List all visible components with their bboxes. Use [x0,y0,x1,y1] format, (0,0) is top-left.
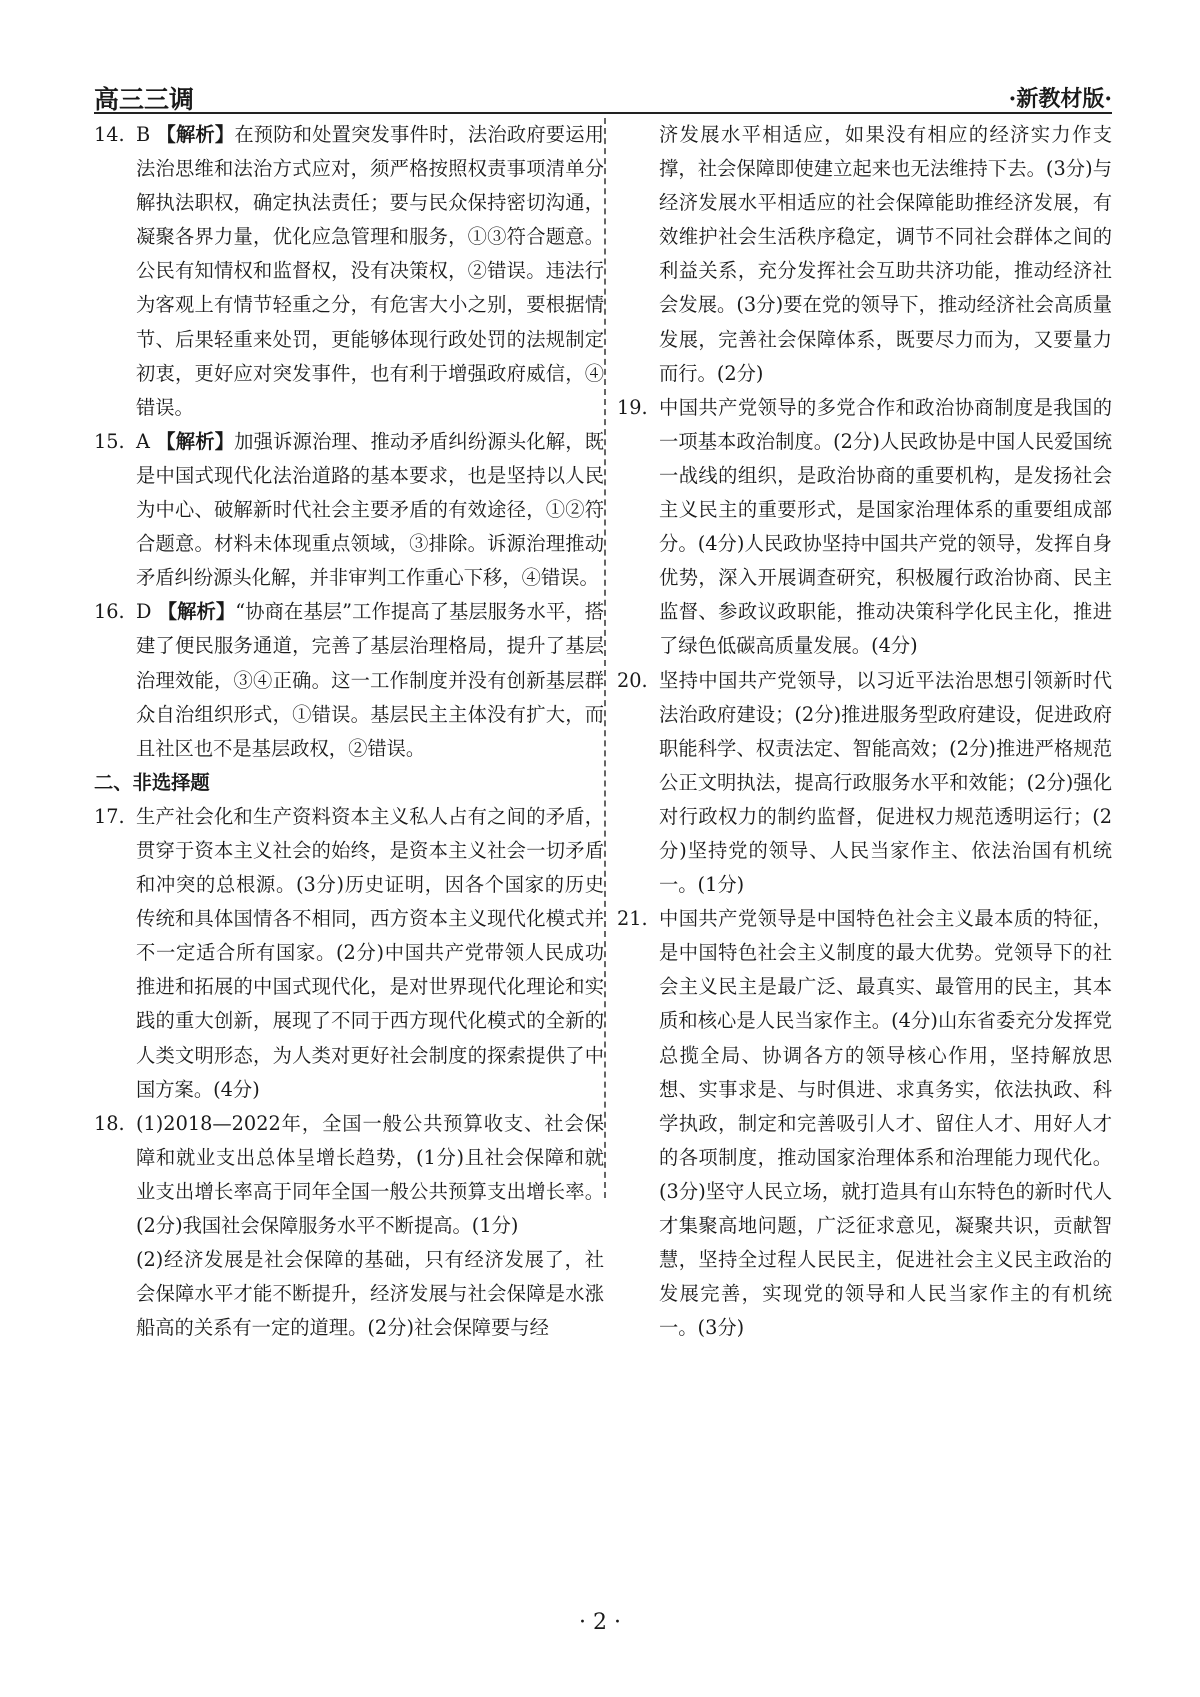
answer-text-part-1: (1)2018—2022年，全国一般公共预算收支、社会保障和就业支出总体呈增长趋势，(1分)且社会保障和就业支出增长率高于同年全国一般公共预算支出增长率。(2分)我国社会保障服务水平不断提高。(1分) [136,1111,604,1237]
analysis-text: 加强诉源治理、推动矛盾纠纷源头化解，既是中国式现代化法治道路的基本要求，也是坚持以人民为中心、破解新时代社会主要矛盾的有效途径，①②符合题意。材料未体现重点领域，③排除。诉源治理推动矛盾纠纷源头化解，并非审判工作重心下移，④错误。 [136,429,604,590]
answer-text: 中国共产党领导的多党合作和政治协商制度是我国的一项基本政治制度。(2分)人民政协是中国人民爱国统一战线的组织，是政治协商的重要机构，是发扬社会主义民主的重要形式，是国家治理体系的重要组成部分。(4分)人民政协坚持中国共产党的领导，发挥自身优势，深入开展调查研究，积极履行政治协商、民主监督、参政议政职能，推动决策科学化民主化，推进了绿色低碳高质量发展。(4分) [659,395,1112,658]
answer-item-18 [94,1107,604,1346]
answer-letter: B [136,123,151,146]
item-number: 18. [94,1111,125,1135]
item-number: 20. [617,668,648,692]
answer-item-16 [94,595,604,765]
answer-item-18-continued [617,118,1112,391]
item-number: 17. [94,804,125,828]
item-number: 21. [617,907,648,931]
answer-letter: A [136,429,150,453]
answer-item-17 [94,800,604,1107]
analysis-tag: 【解析】 [157,600,236,624]
analysis-tag: 【解析】 [156,123,235,146]
section-title: 二、非选择题 [94,770,210,794]
answer-item-19 [617,391,1112,664]
answer-text: 坚持中国共产党领导，以习近平法治思想引领新时代法治政府建设；(2分)推进服务型政府建设，促进政府职能科学、权责法定、智能高效；(2分)推进严格规范公正文明执法，提高行政服务水平和效能；(2分)强化对行政权力的制约监督，促进权力规范透明运行；(2分)坚持党的领导、人民当家作主、依法治国有机统一。(1分) [659,668,1112,897]
item-number: 15. [94,429,125,453]
header-title: 高三三调 [94,85,195,114]
answer-item-20 [617,664,1112,903]
answer-item-15 [94,425,604,595]
answer-item-14 [94,118,604,425]
analysis-text: 在预防和处置突发事件时，法治政府要运用法治思维和法治方式应对，须严格按照权责事项清单分解执法职权，确定执法责任；要与民众保持密切沟通，凝聚各界力量，优化应急管理和服务，①③符合题意。公民有知情权和监督权，没有决策权，②错误。违法行为客观上有情节轻重之分，有危害大小之别，要根据情节、后果轻重来处罚，更能够体现行政处罚的法规制定初衷，更好应对突发事件，也有利于增强政府威信，④错误。 [136,123,604,419]
item-number: 16. [94,600,125,624]
answer-text-part-2: (2)经济发展是社会保障的基础，只有经济发展了，社会保障水平才能不断提升，经济发展与社会保障是水涨船高的关系有一定的道理。(2分)社会保障要与经 [136,1248,604,1340]
answer-text: 生产社会化和生产资料资本主义私人占有之间的矛盾，贯穿于资本主义社会的始终，是资本主义社会一切矛盾和冲突的总根源。(3分)历史证明，因各个国家的历史传统和具体国情各不相同，西方资本主义现代化模式并不一定适合所有国家。(2分)中国共产党带领人民成功推进和拓展的中国式现代化，是对世界现代化理论和实践的重大创新，展现了不同于西方现代化模式的全新的人类文明形态，为人类对更好社会制度的探索提供了中国方案。(4分) [136,804,604,1101]
page-number: · 2 · [579,1610,621,1635]
item-number: 14. [94,123,125,146]
analysis-tag: 【解析】 [156,429,235,453]
answer-letter: D [136,600,152,624]
answer-text: 中国共产党领导是中国特色社会主义最本质的特征，是中国特色社会主义制度的最大优势。党领导下的社会主义民主是最广泛、最真实、最管用的民主，其本质和核心是人民当家作主。(4分)山东省委充分发挥党总揽全局、协调各方的领导核心作用，坚持解放思想、实事求是、与时俱进、求真务实，依法执政、科学执政，制定和完善吸引人才、留住人才、用好人才的各项制度，推动国家治理体系和治理能力现代化。(3分)坚守人民立场，就打造具有山东特色的新时代人才集聚高地问题，广泛征求意见，凝聚共识，贡献智慧，坚持全过程人民民主，促进社会主义民主政治的发展完善，实现党的领导和人民当家作主的有机统一。(3分) [659,907,1112,1340]
analysis-text: “协商在基层”工作提高了基层服务水平，搭建了便民服务通道，完善了基层治理格局，提升了基层治理效能，③④正确。这一工作制度并没有创新基层群众自治组织形式，①错误。基层民主主体没有扩大，而且社区也不是基层政权，②错误。 [136,600,604,760]
column-divider [604,118,606,1198]
left-column [94,118,604,1345]
page-header [94,78,1112,114]
item-number: 19. [617,395,648,419]
right-column [617,118,1112,1345]
header-edition: ·新教材版· [1008,86,1112,112]
answer-item-21 [617,902,1112,1345]
answer-text: 济发展水平相适应，如果没有相应的经济实力作支撑，社会保障即使建立起来也无法维持下去。(3分)与经济发展水平相适应的社会保障能助推经济发展，有效维护社会生活秩序稳定，调节不同社会群体之间的利益关系，充分发挥社会互助共济功能，推动经济社会发展。(3分)要在党的领导下，推动经济社会高质量发展，完善社会保障体系，既要尽力而为，又要量力而行。(2分) [659,123,1112,385]
